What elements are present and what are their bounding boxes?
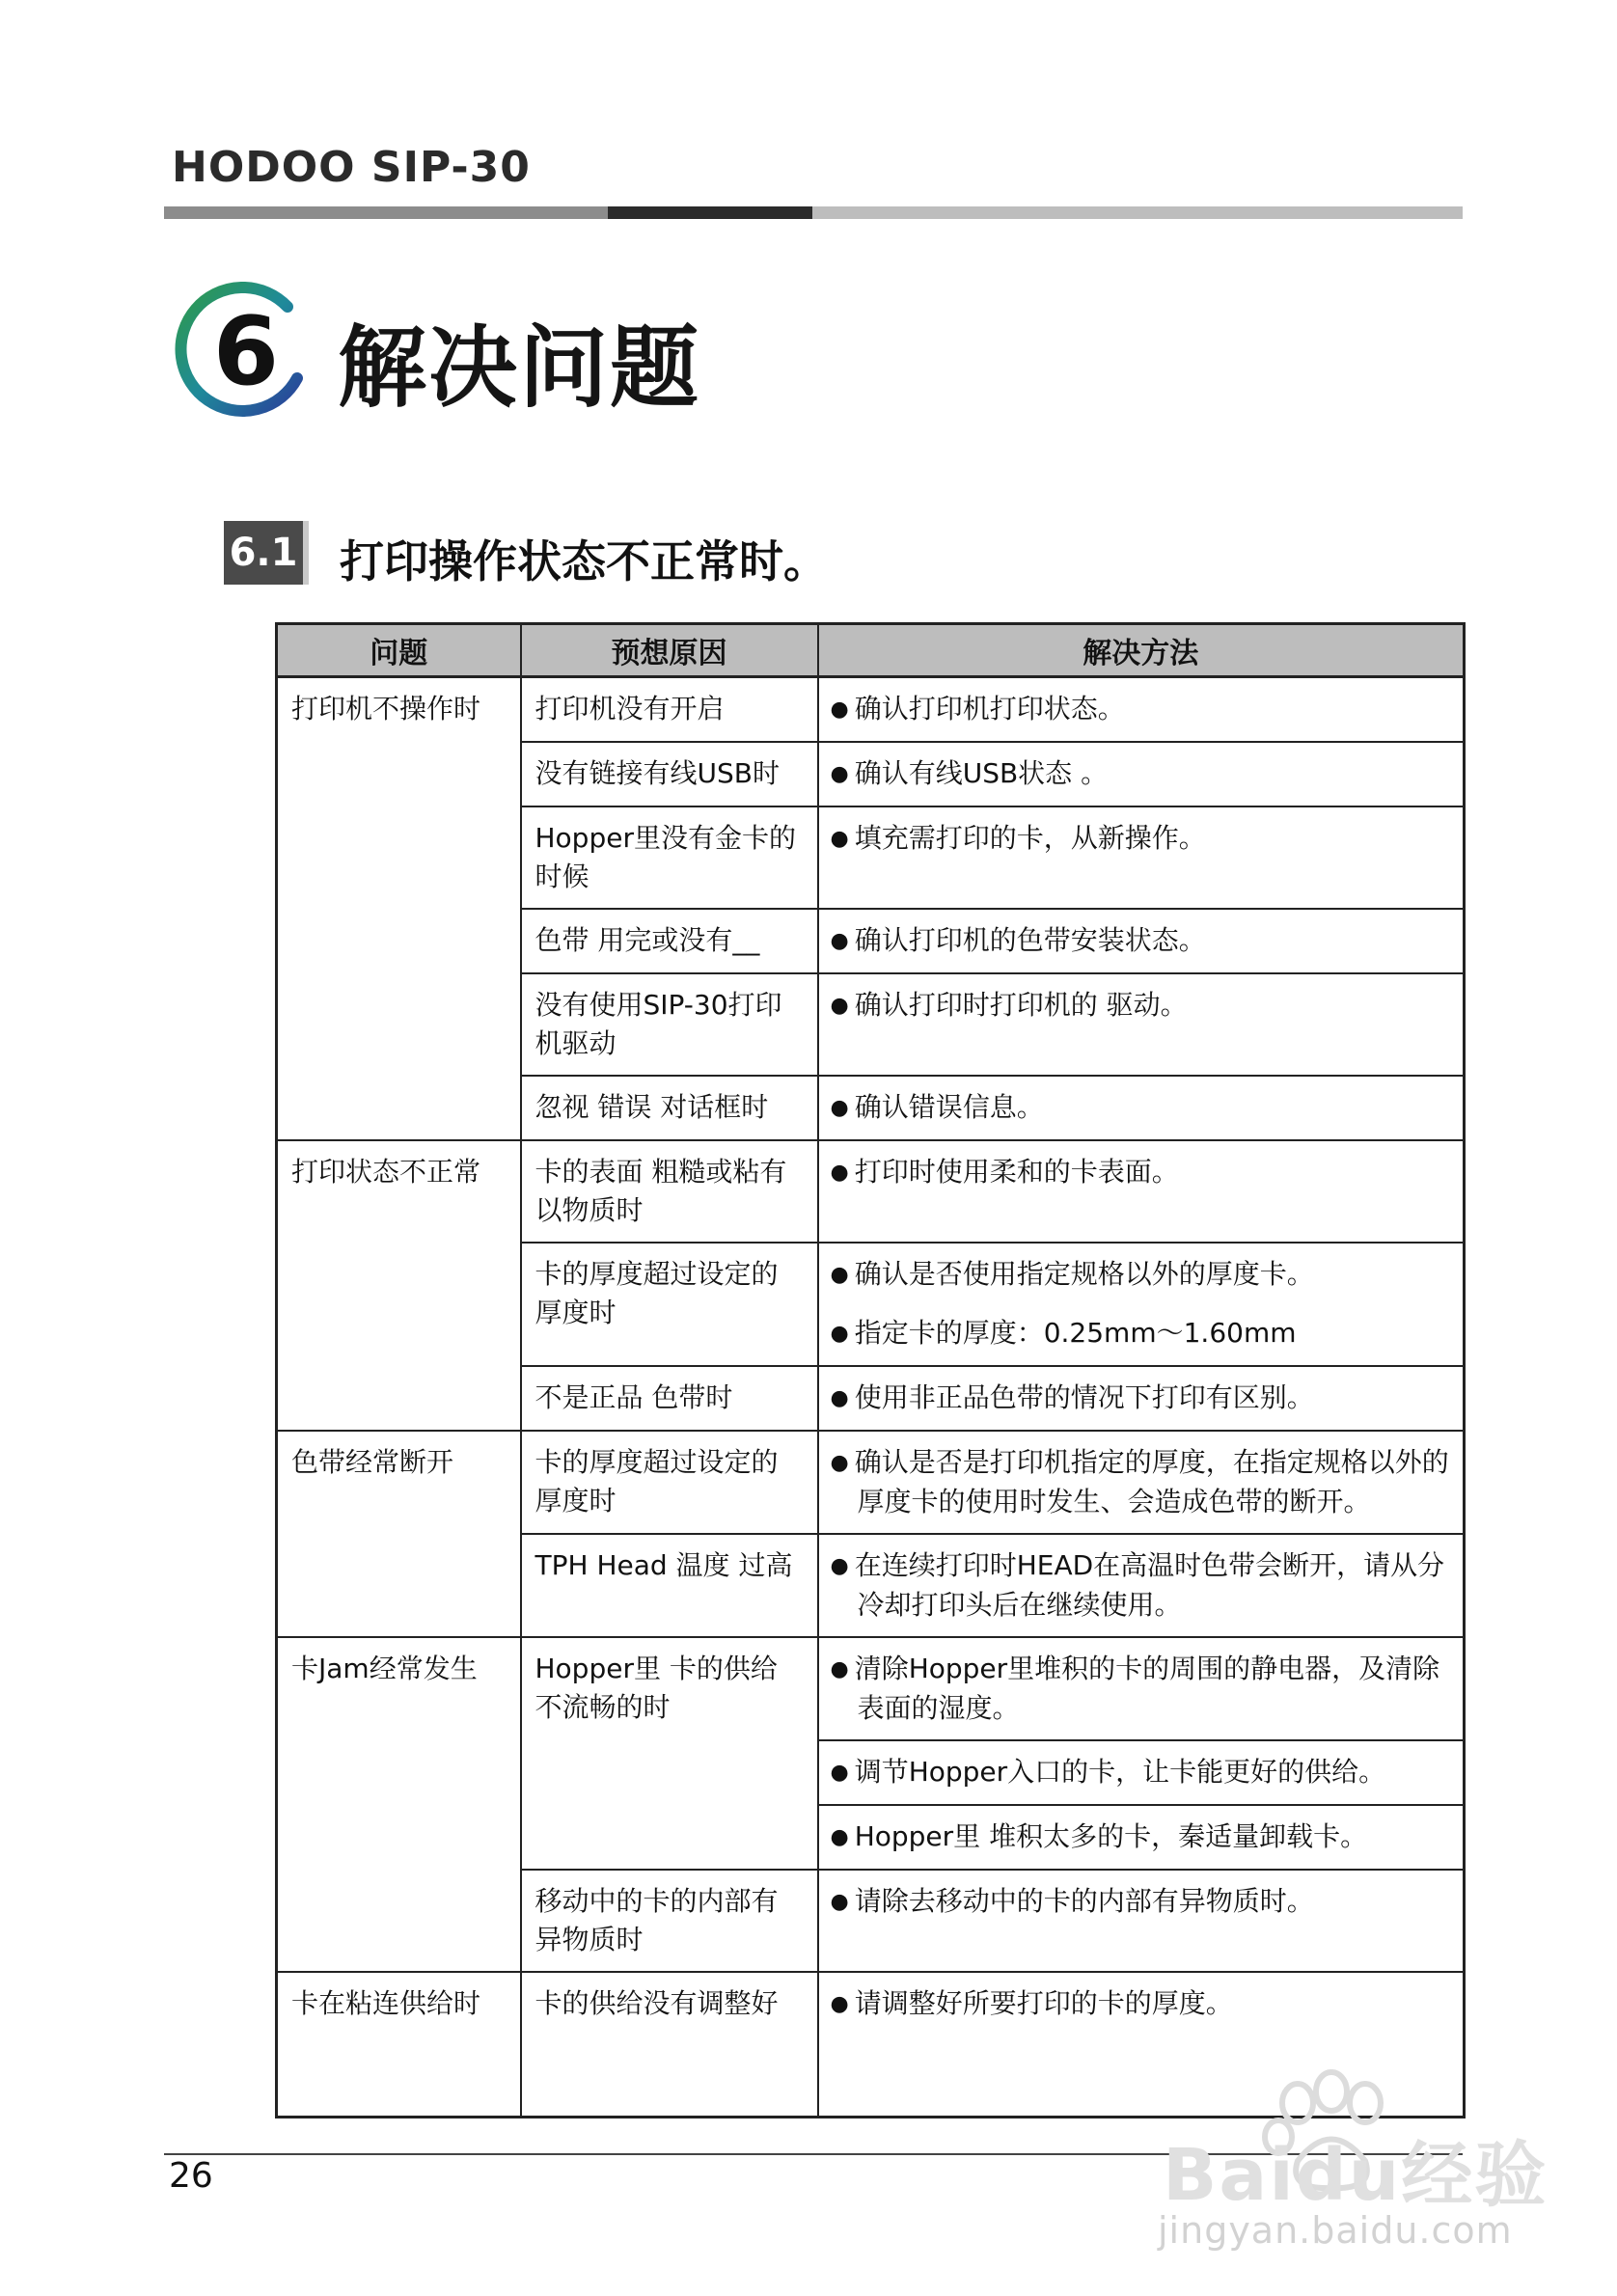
- chapter-number-badge: [174, 280, 318, 424]
- solution-item: ● Hopper里 堆积太多的卡，秦适量卸载卡。: [831, 1818, 1452, 1857]
- watermark-url: jingyan.baidu.com: [1158, 2209, 1513, 2252]
- cause-cell: 没有使用SIP-30打印机驱动: [521, 973, 818, 1076]
- solution-cell: [818, 806, 1465, 909]
- solution-cell: [818, 1805, 1465, 1870]
- solution-item: ● 确认是否使用指定规格以外的厚度卡。: [831, 1255, 1452, 1295]
- table-row: [277, 1140, 1465, 1243]
- solution-cell: [818, 1740, 1465, 1805]
- solution-item: ● 确认错误信息。: [831, 1088, 1452, 1128]
- solution-item: ● 确认是否是打印机指定的厚度，在指定规格以外的厚度卡的使用时发生、会造成色带的断开。: [831, 1443, 1452, 1521]
- table-row: [277, 1637, 1465, 1740]
- cause-cell: 卡的表面 粗糙或粘有以物质时: [521, 1140, 818, 1243]
- cause-cell: 忽视 错误 对话框时: [521, 1076, 818, 1140]
- cause-cell: 卡的厚度超过设定的厚度时: [521, 1243, 818, 1366]
- solution-cell: [818, 1431, 1465, 1534]
- header-problem: 问题: [277, 624, 521, 677]
- solution-cell: [818, 1076, 1465, 1140]
- solution-item: ● 指定卡的厚度：0.25mm～1.60mm: [831, 1314, 1452, 1353]
- header-cause: 预想原因: [521, 624, 818, 677]
- solution-item: ● 请除去移动中的卡的内部有异物质时。: [831, 1882, 1452, 1922]
- solution-item: ● 调节Hopper入口的卡，让卡能更好的供给。: [831, 1753, 1452, 1792]
- cause-cell: 卡的供给没有调整好: [521, 1972, 818, 2117]
- solution-cell: [818, 909, 1465, 973]
- solution-item: ● 确认打印机打印状态。: [831, 690, 1452, 729]
- section-number-badge: 6.1: [224, 521, 309, 585]
- cause-cell: TPH Head 温度 过高: [521, 1534, 818, 1637]
- table-row: [277, 677, 1465, 743]
- troubleshooting-table: [275, 622, 1466, 2118]
- cause-cell: 不是正品 色带时: [521, 1366, 818, 1431]
- problem-cell: 色带经常断开: [277, 1431, 521, 1637]
- solution-cell: [818, 1870, 1465, 1972]
- svg-text:6: 6: [212, 297, 280, 407]
- table-header-row: [277, 624, 1465, 677]
- header-rule: [164, 206, 1463, 219]
- solution-cell: [818, 1243, 1465, 1366]
- header-solution: 解决方法: [818, 624, 1465, 677]
- solution-cell: [818, 1366, 1465, 1431]
- brand-logo: HODOO SIP-30: [172, 143, 531, 192]
- solution-item: ● 确认有线USB状态 。: [831, 754, 1452, 794]
- cause-cell: Hopper里没有金卡的时候: [521, 806, 818, 909]
- problem-cell: 打印机不操作时: [277, 677, 521, 1141]
- cause-cell: 移动中的卡的内部有异物质时: [521, 1870, 818, 1972]
- solution-item: ● 确认打印时打印机的 驱动。: [831, 986, 1452, 1025]
- page-number: 26: [169, 2156, 213, 2196]
- cause-cell: 色带 用完或没有__: [521, 909, 818, 973]
- problem-cell: 卡在粘连供给时: [277, 1972, 521, 2117]
- cause-cell: 卡的厚度超过设定的厚度时: [521, 1431, 818, 1534]
- problem-cell: 卡Jam经常发生: [277, 1637, 521, 1972]
- solution-item: ● 打印时使用柔和的卡表面。: [831, 1153, 1452, 1192]
- problem-cell: 打印状态不正常: [277, 1140, 521, 1431]
- cause-cell: Hopper里 卡的供给 不流畅的时: [521, 1637, 818, 1870]
- solution-item: ● 在连续打印时HEAD在高温时色带会断开，请从分冷却打印头后在继续使用。: [831, 1546, 1452, 1625]
- watermark-text: Baidu经验: [1163, 2134, 1548, 2217]
- section-title: 打印操作状态不正常时。: [340, 535, 828, 588]
- solution-item: ● 清除Hopper里堆积的卡的周围的静电器，及清除表面的湿度。: [831, 1650, 1452, 1728]
- solution-item: ● 请调整好所要打印的卡的厚度。: [831, 1984, 1452, 2024]
- cause-cell: 没有链接有线USB时: [521, 742, 818, 806]
- solution-cell: [818, 1140, 1465, 1243]
- solution-item: ● 确认打印机的色带安装状态。: [831, 921, 1452, 961]
- chapter-title: 解决问题: [338, 316, 701, 420]
- solution-cell: [818, 1637, 1465, 1740]
- solution-cell: [818, 973, 1465, 1076]
- solution-cell: [818, 1534, 1465, 1637]
- table-row: [277, 1431, 1465, 1534]
- solution-cell: [818, 742, 1465, 806]
- solution-item: ● 使用非正品色带的情况下打印有区别。: [831, 1379, 1452, 1418]
- solution-cell: [818, 677, 1465, 743]
- solution-item: ● 填充需打印的卡，从新操作。: [831, 819, 1452, 859]
- cause-cell: 打印机没有开启: [521, 677, 818, 743]
